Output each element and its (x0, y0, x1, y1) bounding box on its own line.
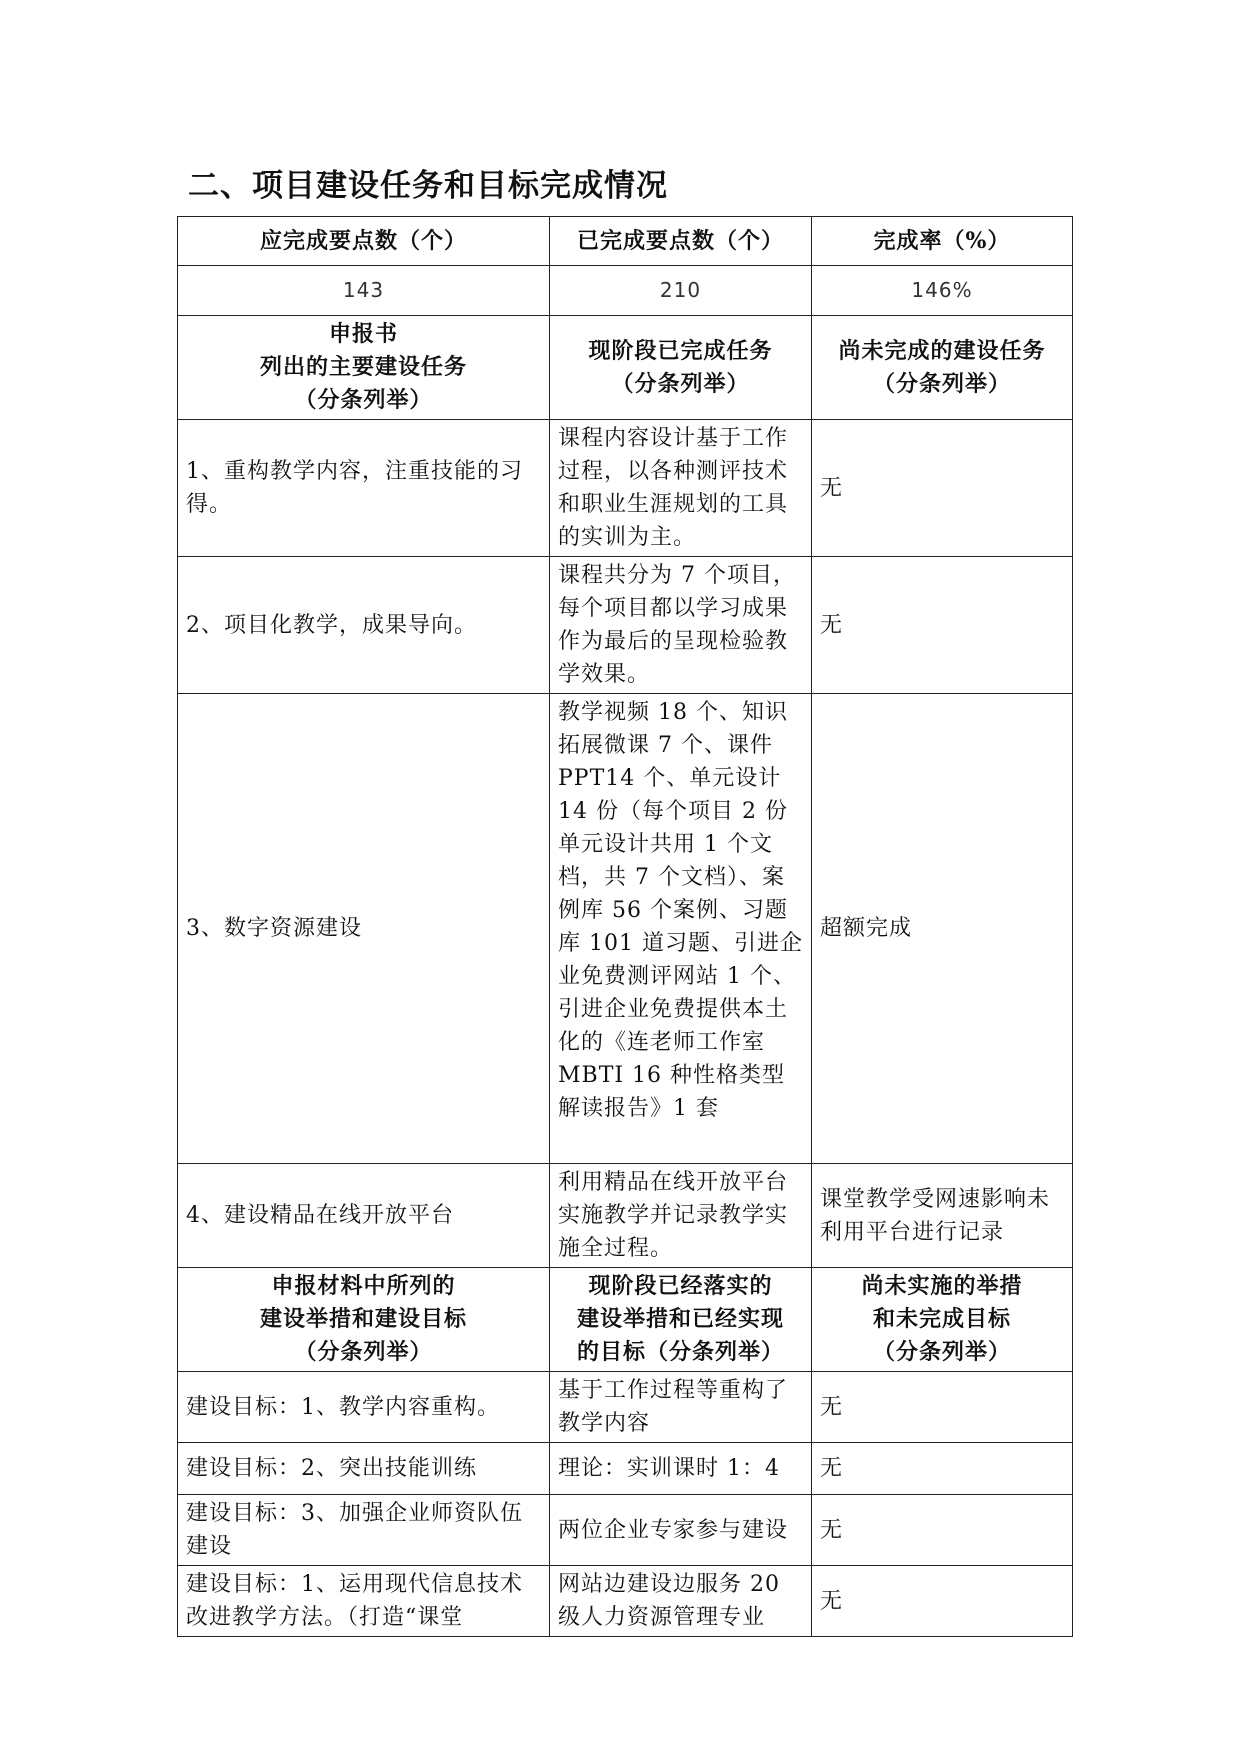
unimplemented-cell: 无 (812, 1372, 1073, 1443)
table-row (178, 694, 1073, 1164)
value-completion-rate: 146% (812, 266, 1073, 316)
header-application-tasks: 申报书 列出的主要建设任务 （分条列举） (178, 316, 550, 420)
pending-cell: 无 (812, 557, 1073, 694)
measure-cell: 建设目标：1、运用现代信息技术改进教学方法。（打造“课堂 (178, 1566, 550, 1637)
implemented-cell: 基于工作过程等重构了教学内容 (550, 1372, 812, 1443)
value-required-points: 143 (178, 266, 550, 316)
measure-cell: 建设目标：3、加强企业师资队伍建设 (178, 1495, 550, 1566)
pending-cell: 超额完成 (812, 694, 1073, 1164)
header-unimplemented-measures: 尚未实施的举措 和未完成目标 （分条列举） (812, 1268, 1073, 1372)
table-row (178, 420, 1073, 557)
implemented-cell: 理论：实训课时 1：4 (550, 1443, 812, 1495)
implemented-cell: 两位企业专家参与建设 (550, 1495, 812, 1566)
table-row (178, 557, 1073, 694)
table-row (178, 1372, 1073, 1443)
pending-cell: 无 (812, 420, 1073, 557)
header-completed-tasks: 现阶段已完成任务 （分条列举） (550, 316, 812, 420)
task-cell: 3、数字资源建设 (178, 694, 550, 1164)
implemented-cell: 网站边建设边服务 20 级人力资源管理专业 (550, 1566, 812, 1637)
completed-cell: 利用精品在线开放平台实施教学并记录教学实施全过程。 (550, 1164, 812, 1268)
completed-cell: 教学视频 18 个、知识拓展微课 7 个、课件 PPT14 个、单元设计 14 份（每个项目 2 份单元设计共用 1 个文档，共 7 个文档）、案例库 56 个案例、习题库 101 道习题、引进企业免费测评网站 1 个、引进企业免费提供本土化的《连老师工作室 MBTI 16 种性格类型解读报告》1 套 (550, 694, 812, 1164)
measures-header-row (178, 1268, 1073, 1372)
table-row (178, 1495, 1073, 1566)
completion-table (177, 216, 1073, 1637)
summary-header-row (178, 217, 1073, 266)
completed-cell: 课程共分为 7 个项目，每个项目都以学习成果作为最后的呈现检验教学效果。 (550, 557, 812, 694)
measure-cell: 建设目标：2、突出技能训练 (178, 1443, 550, 1495)
unimplemented-cell: 无 (812, 1566, 1073, 1637)
header-implemented-measures: 现阶段已经落实的 建设举措和已经实现 的目标（分条列举） (550, 1268, 812, 1372)
task-cell: 4、建设精品在线开放平台 (178, 1164, 550, 1268)
task-cell: 2、项目化教学，成果导向。 (178, 557, 550, 694)
table-row (178, 1566, 1073, 1637)
header-pending-tasks: 尚未完成的建设任务 （分条列举） (812, 316, 1073, 420)
section-title: 二、项目建设任务和目标完成情况 (188, 168, 668, 204)
table-row (178, 1443, 1073, 1495)
task-cell: 1、重构教学内容，注重技能的习得。 (178, 420, 550, 557)
header-planned-measures: 申报材料中所列的 建设举措和建设目标 （分条列举） (178, 1268, 550, 1372)
unimplemented-cell: 无 (812, 1495, 1073, 1566)
tasks-header-row (178, 316, 1073, 420)
header-completed-points: 已完成要点数（个） (550, 217, 812, 266)
header-required-points: 应完成要点数（个） (178, 217, 550, 266)
header-completion-rate: 完成率（%） (812, 217, 1073, 266)
unimplemented-cell: 无 (812, 1443, 1073, 1495)
table-row (178, 1164, 1073, 1268)
pending-cell: 课堂教学受网速影响未利用平台进行记录 (812, 1164, 1073, 1268)
measure-cell: 建设目标：1、教学内容重构。 (178, 1372, 550, 1443)
value-completed-points: 210 (550, 266, 812, 316)
summary-value-row (178, 266, 1073, 316)
completed-cell: 课程内容设计基于工作过程，以各种测评技术和职业生涯规划的工具的实训为主。 (550, 420, 812, 557)
